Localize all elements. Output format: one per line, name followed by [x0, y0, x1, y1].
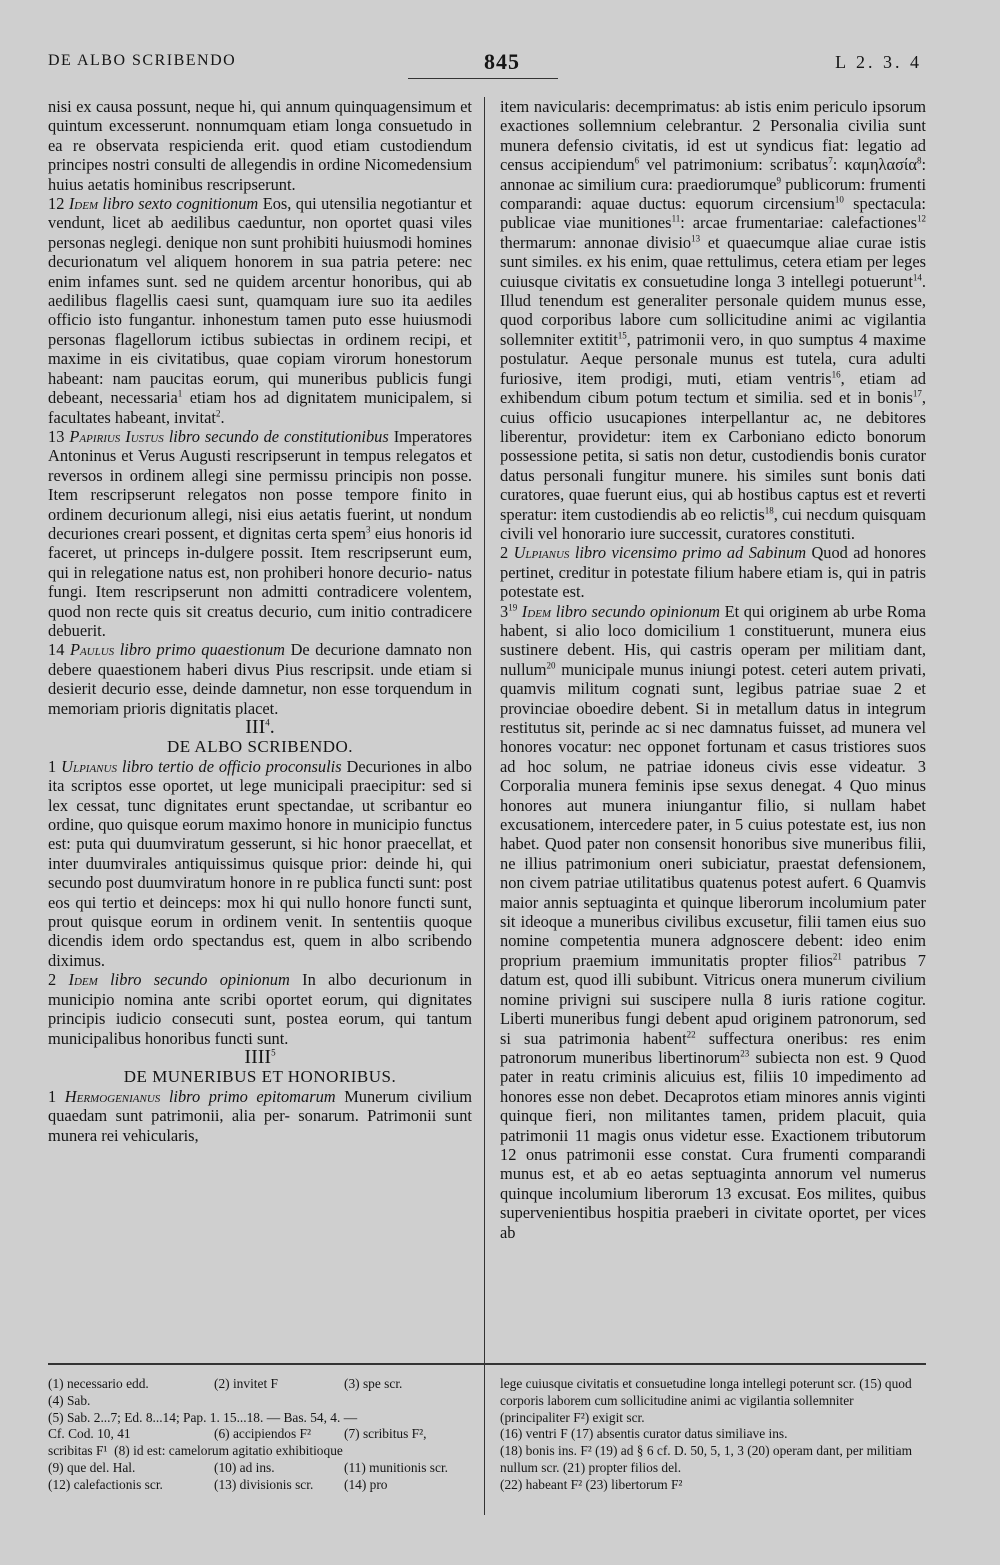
law-13: [48, 427, 472, 640]
footnote-marker: 20: [546, 660, 556, 671]
law-text: iuris ratione cogitur. Liberti muneribus fungi debent apud originem patronorum, sed si sua patrimonia habent: [500, 989, 926, 1048]
law-text: cuius potestate est, ius non habet. Quod pater non consensit honoribus sive muneribus filii, ne illius patrimonium oneri subiciatur, praestat defensionem, non civem patriae utilitatibus quatenus potest aufert.: [500, 815, 926, 893]
law-text: publicorum: frumenti comparandi: aquae ductus: equorum circensium: [500, 174, 926, 214]
law-number: 12: [48, 194, 65, 214]
law-text: dulgere possit. Item rescripserunt eum, qui in relegatione natus est, non prohiberi honore decurio-: [48, 543, 472, 582]
footnote: (4) Sab.: [48, 1392, 91, 1408]
law-text: etiam hos ad dignitatem municipalem, si facultates habeant, invitat: [48, 388, 472, 427]
source: libro secundo de constitutionibus: [168, 426, 389, 446]
law-number: 14: [48, 640, 65, 660]
law-text: vel patrimonium: scribatus: [639, 155, 829, 175]
section-number: 8: [763, 989, 772, 1009]
law-text: Munerum civilium quaedam sunt patrimonii, alia per-: [48, 1086, 473, 1126]
section-number: 12: [500, 1144, 517, 1164]
footnote: (8) id est: camelorum agitatio exhibitioque: [114, 1443, 343, 1459]
left-column: [48, 97, 472, 1145]
law-text: Corporalia munera feminis ipse sexus denegat.: [500, 776, 826, 796]
law-text: Quo minus honores aut munera iniungantur filio, si nullam habet excusationem, intercedere pater, in: [500, 776, 926, 835]
author: Paulus: [69, 640, 115, 660]
section-number: 3: [776, 271, 786, 291]
law-text: excusat. Eos milites, quibus supervenientibus hospitia praeberi in civitate oportet, per vices ab: [500, 1183, 926, 1242]
law-text: Quamvis maior annis septuaginta et quinque liberorum incolumium pater sit ideoque a muneribus civilibus excusetur, filii tamen eius suo nomine competentia munera adgnoscere debent: ideo enim proprium praemium immunitatis propter filios: [500, 873, 926, 970]
footnote-marker: 2: [215, 408, 221, 419]
footnote-rule: [48, 1363, 926, 1365]
law-number: 2: [500, 543, 509, 563]
law-text: Imperatores Antoninus et Verus Augusti rescripserunt in tempus relegatos et reversos in ordinem: [48, 426, 472, 485]
running-head-left: DE ALBO SCRIBENDO: [48, 52, 237, 69]
footnote-marker: 4: [265, 717, 270, 728]
footnote: (16) ventri F (17) absentis curator datus similiave ins.: [500, 1426, 788, 1442]
footnotes-left: [48, 1376, 480, 1494]
law-text: . Illud tenendum est generaliter personale quidem munus esse, quod corporibus labore cum sollicitudine animi ac vigilantia sollemniter extitit: [500, 271, 926, 349]
author: Ulpianus: [513, 543, 570, 563]
law-text: impedimento ad honores esse non debet. Decaprotos etiam minores annis viginti quinque fieri, non militantes tamen, pridem placuit, quia patrimonii: [500, 1067, 927, 1145]
section-number: 5: [735, 815, 744, 835]
law-text-continued: [500, 97, 926, 543]
author: Hermogenianus: [64, 1086, 161, 1106]
roman-numeral: IIII: [244, 1045, 272, 1068]
law-number: 13: [48, 426, 65, 446]
law-text: : annonae ac similium cura: praediorumque: [500, 155, 926, 194]
law-2: [500, 543, 926, 601]
page-number: 845: [484, 49, 520, 74]
law-text: , etiam ad exhibendum cibum potum tectum et similia. sed et in bonis: [500, 368, 927, 408]
section-number: 3: [917, 756, 926, 776]
law-3: [500, 602, 926, 1242]
law-text: municipale munus iniungi potest. ceteri autem privati, quamvis militum cognati sunt, legibus patriae suae: [500, 659, 926, 699]
source: libro secundo opinionum: [555, 601, 720, 621]
footnote-marker: 7: [828, 155, 833, 166]
footnote: (7) scribitus F²,: [344, 1426, 427, 1442]
footnote-marker: 14: [912, 272, 922, 283]
author: Idem: [68, 194, 99, 214]
law-text: Quod pater in reatu criminis alicuius est, filiis: [500, 1047, 926, 1087]
law-text: Et qui originem ab urbe Roma habent, si alio loco domicilium: [500, 601, 926, 640]
footnote: (13) divisionis scr.: [214, 1476, 314, 1492]
footnote: (18) bonis ins. F² (19) ad § 6 cf. D. 50, 5, 1, 3 (20) operam dant, per militiam nullum scr. (21) propter filios del.: [500, 1443, 912, 1475]
law-text: sonarum. Patrimonii sunt munera rei vehicularis,: [48, 1106, 472, 1145]
roman-numeral: III: [245, 716, 266, 738]
header-rule: [408, 78, 558, 79]
footnotes-right: [500, 1376, 926, 1494]
section-number: 4: [859, 329, 868, 349]
law-text: , patrimonii vero, in quo sumptus: [626, 329, 854, 349]
section-number: 4: [833, 776, 842, 796]
law-text: magis onus videtur esse. Exactionem tributorum: [597, 1125, 926, 1145]
footnote: (3) spe scr.: [344, 1376, 403, 1391]
law-text: allegi sine permissu principis non posse.: [191, 465, 472, 485]
footnote: (9) que del. Hal.: [48, 1459, 136, 1475]
footnote-marker: 3: [366, 524, 371, 535]
law-text: , cui necdum quisquam civili vel honorario iure successit, curatores constituti.: [500, 504, 926, 543]
law-text: Eos, qui utensilia negotiantur et vendunt, licet ab aedilibus caeduntur, non oportet quasi viles personas neglegi. denique non sunt prohibiti huiusmodi homines decurionatum vel aliquem honorem in sua patria petere: nec enim infames sunt. sed ne quidem arcentur honoribus, qui ab aedilibus flagellis caesi sunt, quamquam iure suo ita aediles officio isto fungantur. inhonestum tamen puto esse huiusmodi personas flagellorum ictibus subiectas in ordinem recipi, et maxime in eis civitatibus, quae copiam virorum honestorum habeant: nam paucitas eorum, qui muneribus publicis fungi debeant, necessaria: [48, 194, 472, 408]
section-number: 2: [752, 116, 761, 136]
source: libro sexto cognitionum: [102, 194, 259, 214]
law-text: : καμηλασία: [832, 155, 917, 175]
section-number: 13: [714, 1183, 732, 1203]
title-heading: DE ALBO SCRIBENDO.: [166, 737, 354, 757]
law-text: datum est, quod illi subibunt. Vitricus onera munerum civilium nomine privigni sui suscipere nulla: [500, 970, 926, 1009]
author: Papirius Iustus: [69, 426, 164, 446]
law-text: prout quisque eorum in ordinem venit. In sententiis quoque dicendis idem ordo spectandus est, quem in albo scribendo diximus.: [48, 912, 472, 970]
footnote: (12) calefactionis scr.: [48, 1476, 163, 1492]
law-12: [48, 194, 472, 427]
law-text: constituerunt, munera eius sustinere debent. His, qui castris operam per militiam dant, nullum: [500, 620, 926, 679]
law-number: 3: [500, 601, 509, 621]
footnote-marker: 21: [832, 951, 842, 962]
footnote-marker: 13: [691, 233, 701, 244]
footnote-marker: 17: [912, 388, 922, 399]
right-column: [500, 97, 926, 1242]
footnote-marker: 9: [776, 175, 781, 186]
paragraph: nisi ex causa possunt, neque hi, qui annum quinquagensimum et quintum excesserunt. nonnumquam etiam longa consuetudo in ea re observata respicienda erit. quod etiam custodiendum principes nostri consulti de allegendis in ordine Nicomedensium huius aetatis hominibus rescripserunt.: [48, 97, 472, 194]
footnote-marker: 8: [916, 155, 922, 166]
law-text: item navicularis: decemprimatus: ab istis enim periculo ipsorum exactiones sollemnium celebrantur.: [500, 97, 926, 136]
section-number: 1: [728, 620, 737, 640]
punctuation: .: [220, 407, 225, 427]
law-text: De decurione damnato non debere quaestionem haberi divus Pius rescripsit. unde etiam si desierit decurio esse, deinde damnetur, non esse torquendum in memoriam prioris dignitatis placet.: [48, 640, 472, 718]
law-text: eius honoris id faceret, ut princeps in-: [48, 523, 473, 563]
law-text: subiecta non est.: [749, 1047, 869, 1067]
footnote: lege cuiusque civitatis et consuetudine longa intellegi poterunt scr. (15) quod corporis laborem cum sollicitudine animi ac vigilantia sollemniter (principaliter F²) exigit scr.: [500, 1376, 912, 1425]
source: libro tertio de officio proconsulis: [121, 756, 342, 776]
law-text: Decuriones in albo ita scriptos esse oportet, ut lege municipali praecipitur: sed si lex cessat, tunc dignitates erunt spectandae, ut scribantur eo ordine, quo quisque eorum maximo honore in municipio functus est: puta qui duumviratum gesserunt, si hic honor praecellat, et inter duumvirales antiquissimus quisque prior: deinde hi, qui secundo post duumviratum honore in re publica functi sunt: post eos qui tertio et deinceps: mox hi qui nullo honore functi sunt,: [48, 756, 472, 912]
author: Idem: [521, 601, 552, 621]
section-number: 7: [917, 950, 926, 970]
footnote-marker: 6: [634, 155, 640, 166]
footnote-marker: 5: [271, 1047, 276, 1058]
law-text: Personalia civilia sunt munera defensio civitatis, id est ut syndicus fiat: legatio ad census accipiendum: [500, 116, 926, 175]
footnote-marker: 12: [917, 213, 926, 224]
footnote-marker: 22: [686, 1029, 696, 1040]
law-text: spectacula: publicae viae munitiones: [500, 194, 926, 233]
law-text: suffectura oneribus: res enim patronorum muneribus libertinorum: [500, 1028, 926, 1067]
law-2: [48, 970, 472, 1048]
footnote: scribitas F¹: [48, 1443, 108, 1459]
law-text: : arcae frumentariae: calefactiones: [680, 213, 917, 233]
author: Ulpianus: [61, 756, 117, 776]
footnote: (6) accipiendos F²: [214, 1426, 311, 1442]
footnote-marker: 10: [834, 194, 844, 205]
section-number: 9: [875, 1047, 884, 1067]
law-text: , cuius officio usucapiones interpellantur ac, ne debitores liberentur, providetur: item ex Carboniano edicto bonorum possessione petita, si satis non detur, custodiendis bonis curator datus personali fungitur munere. his similes sunt bonis dati curatores, quae fuerunt eius, qui ab hostibus captus est et reverti speratur: item custodiendis ab eo relictis: [500, 388, 926, 524]
footnote-marker: 16: [831, 369, 841, 380]
column-divider: [484, 97, 485, 1367]
section-number: 10: [791, 1067, 808, 1087]
footnote-marker: 11: [671, 213, 681, 224]
footnote-marker: 23: [740, 1048, 750, 1059]
law-text: Item rescripserunt relegatos non posse tempore finito in ordinem decurionum allegi, nisi eius aetatis fuerint, ut nondum decuriones creari possent, et dignitas certa spem: [48, 485, 472, 543]
law-text: et provinciae oboedire debent. Si in metallum datus in integrum restitutus sit, perinde ac si nec damnatus fuisset, ad munera vel honores vocatur: nec opponet fortunam et casus tristiores suos ad hoc solum, ne patriae idoneus civis esse videatur.: [500, 679, 926, 776]
running-head-right: L 2. 3. 4: [835, 52, 922, 72]
author: Idem: [68, 970, 98, 990]
footnote-divider: [484, 1367, 485, 1515]
footnote: (10) ad ins.: [214, 1459, 275, 1475]
section-number: 11: [574, 1125, 591, 1145]
source: libro secundo opinionum: [110, 970, 290, 990]
law-number: 2: [48, 970, 57, 990]
section-number: 6: [853, 873, 862, 893]
source: libro primo quaestionum: [119, 640, 286, 660]
law-text: natus fungi. Item rescripserunt non admitti contradicere volentem, quod non recte quis sit creatus decurio, cum initio contradicere debuerit.: [48, 562, 472, 640]
footnote-marker: 15: [617, 330, 627, 341]
footnote: (5) Sab. 2...7; Ed. 8...14; Pap. 1. 15...18. — Bas. 54, 4. —: [48, 1409, 358, 1425]
title-numeral: III$^4$.: [245, 716, 275, 738]
source: libro vicensimo primo ad Sabinum: [574, 543, 807, 563]
law-text: maxime postulatur. Aeque personale munus est tutela, cura adulti furiosive, item prodigi, muti, etiam ventris: [500, 329, 926, 388]
footnote: (22) habeant F² (23) libertorum F²: [500, 1476, 683, 1492]
law-14: [48, 640, 472, 718]
footnote: (14) pro: [344, 1476, 388, 1492]
footnote-marker: 19: [508, 602, 518, 613]
law-1: [48, 757, 472, 970]
law-text: thermarum: annonae divisio: [500, 232, 692, 252]
law-text: intellegi potuerunt: [790, 271, 913, 291]
law-text: et quaecumque aliae curae istis sunt similes. ex his enim, quae rettulimus, cetera etiam per leges cuiusque civitatis ex consuetudine longa: [500, 232, 926, 291]
law-number: 1: [48, 1086, 57, 1106]
law-text: patribus: [841, 950, 907, 970]
title-numeral: [48, 1045, 472, 1068]
source: libro primo epitomarum: [168, 1086, 336, 1106]
footnote: Cf. Cod. 10, 41: [48, 1426, 131, 1442]
section-number: 2: [893, 679, 902, 699]
footnote-marker: 18: [764, 505, 774, 516]
footnote: (2) invitet F: [214, 1376, 278, 1391]
law-number: 1: [48, 756, 57, 776]
law-text: In albo decurionum in municipio nomina ante scribi oportet eorum, qui dignitates principis iudicio consecuti sunt, postea eorum, qui tantum municipalibus honoribus functi sunt.: [48, 970, 472, 1048]
footnote-marker: 1: [177, 388, 183, 399]
footnote: (11) munitionis scr.: [344, 1459, 449, 1475]
law-text: onus patrimonii esse constat. Cura frumenti comparandi munus est, et ab eo aetas septuaginta annorum vel numerus quinque incolumium liberorum: [500, 1144, 926, 1203]
law-text: Quod ad honores pertinet, creditur in potestate filium habere etiam is, qui in patris potestate est.: [500, 543, 926, 602]
law-1: [48, 1087, 472, 1145]
footnote: (1) necessario edd.: [48, 1376, 149, 1391]
title-heading: DE MUNERIBUS ET HONORIBUS.: [123, 1067, 397, 1087]
